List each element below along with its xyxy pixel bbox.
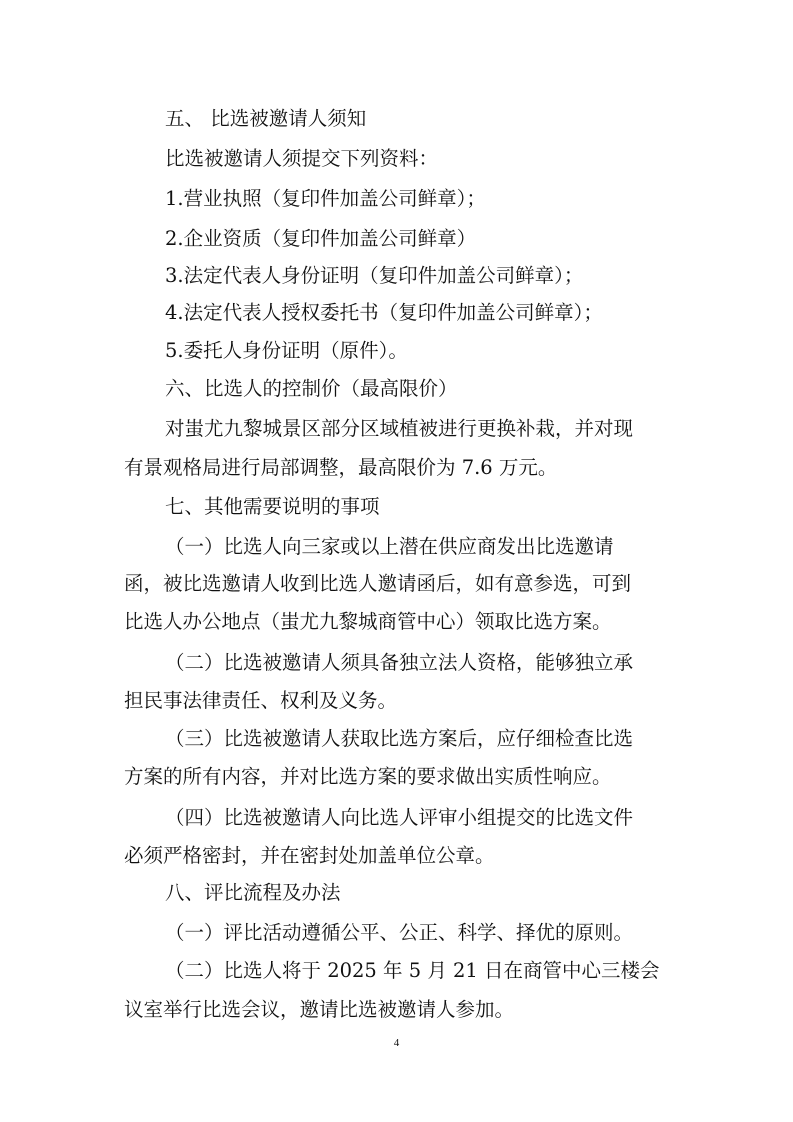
list-item: 3.法定代表人身份证明（复印件加盖公司鲜章）； bbox=[165, 264, 584, 287]
section-heading-5: 五、 比选被邀请人须知 bbox=[165, 107, 367, 130]
paragraph-line: （二）比选被邀请人须具备独立法人资格，能够独立承 bbox=[165, 651, 634, 674]
section-heading-7: 七、其他需要说明的事项 bbox=[165, 495, 380, 518]
paragraph-line: （三）比选被邀请人获取比选方案后，应仔细检查比选 bbox=[165, 727, 634, 750]
paragraph-line: （一）评比活动遵循公平、公正、科学、择优的原则。 bbox=[165, 921, 634, 944]
paragraph-line: 比选人办公地点（蚩尤九黎城商管中心）领取比选方案。 bbox=[124, 610, 612, 633]
paragraph-line: 必须严格密封，并在密封处加盖单位公章。 bbox=[124, 844, 495, 867]
section-heading-6: 六、比选人的控制价（最高限价） bbox=[165, 377, 458, 400]
paragraph-line: （二）比选人将于 2025 年 5 月 21 日在商管中心三楼会 bbox=[165, 959, 660, 982]
list-item: 4.法定代表人授权委托书（复印件加盖公司鲜章）； bbox=[165, 301, 603, 324]
paragraph-line: 担民事法律责任、权利及义务。 bbox=[124, 689, 398, 712]
paragraph-line: 比选被邀请人须提交下列资料： bbox=[165, 147, 439, 170]
list-item: 1.营业执照（复印件加盖公司鲜章）； bbox=[165, 187, 486, 210]
paragraph-line: 议室举行比选会议，邀请比选被邀请人参加。 bbox=[124, 998, 515, 1021]
paragraph-line: （一）比选人向三家或以上潜在供应商发出比选邀请 bbox=[165, 535, 614, 558]
paragraph-line: （四）比选被邀请人向比选人评审小组提交的比选文件 bbox=[165, 806, 634, 829]
paragraph-line: 函，被比选邀请人收到比选人邀请函后，如有意参选，可到 bbox=[124, 572, 632, 595]
page-number: 4 bbox=[393, 1037, 400, 1049]
paragraph-line: 对蚩尤九黎城景区部分区域植被进行更换补栽，并对现 bbox=[165, 417, 634, 440]
paragraph-line: 有景观格局进行局部调整，最高限价为 7.6 万元。 bbox=[124, 456, 558, 479]
section-heading-8: 八、评比流程及办法 bbox=[165, 881, 341, 904]
list-item: 5.委托人身份证明（原件）。 bbox=[165, 339, 408, 362]
list-item: 2.企业资质（复印件加盖公司鲜章） bbox=[165, 227, 477, 250]
paragraph-line: 方案的所有内容，并对比选方案的要求做出实质性响应。 bbox=[124, 765, 612, 788]
